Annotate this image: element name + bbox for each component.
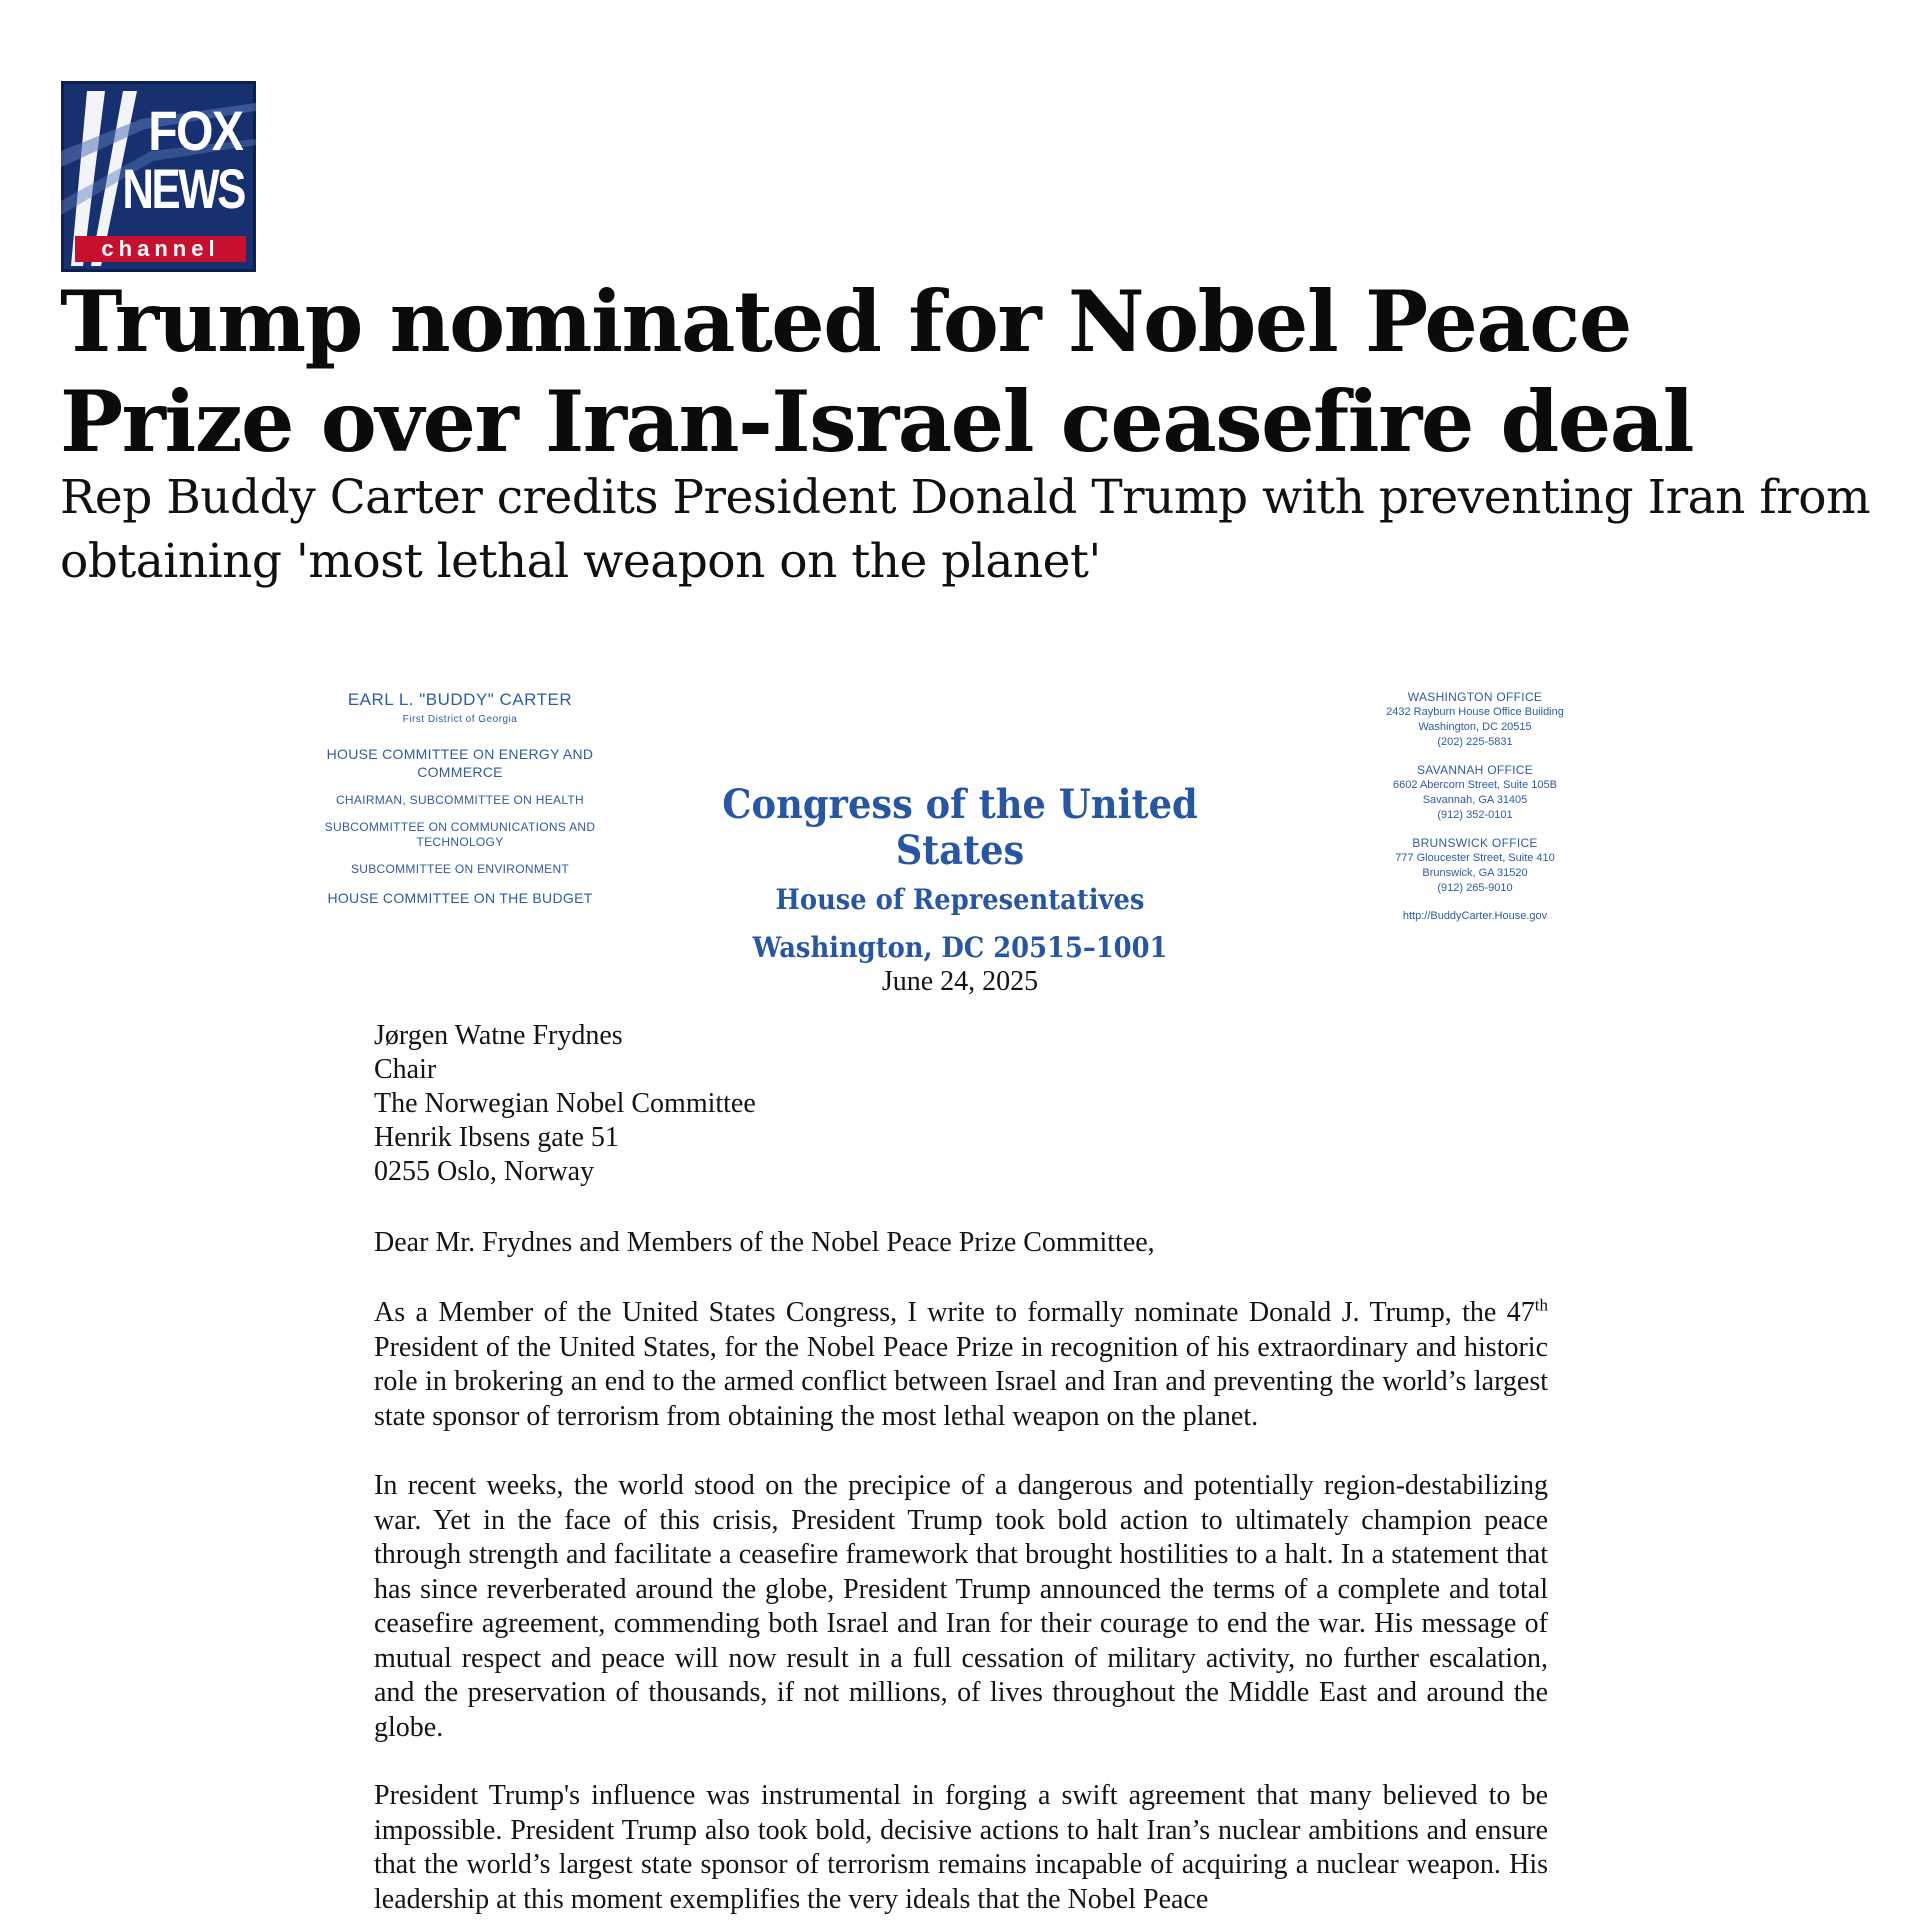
letterhead-right-column	[1340, 690, 1610, 924]
letter-date: June 24, 2025	[881, 966, 1039, 997]
recipient-organization: The Norwegian Nobel Committee	[374, 1088, 756, 1119]
office-heading: WASHINGTON OFFICE	[1407, 690, 1543, 704]
office-line: Washington, DC 20515	[1418, 721, 1532, 733]
letterhead-seal-text	[650, 782, 1270, 968]
office-line: 2432 Rayburn House Office Building	[1386, 706, 1564, 718]
recipient-name: Jørgen Watne Frydnes	[374, 1020, 623, 1051]
member-name: EARL L. "BUDDY" CARTER	[347, 690, 573, 709]
washington-address: Washington, DC 20515–1001	[752, 931, 1168, 964]
office-block	[1340, 836, 1610, 896]
paragraph-text: President of the United States, for the Nobel Peace Prize in recognition of his extraordinary and historic role in brokering an end to the armed conflict between Israel and Iran and preventing the world’s largest state sponsor of terrorism from obtaining the most lethal weapon on the planet.	[374, 1331, 1548, 1432]
logo-channel-bar: channel	[75, 236, 246, 262]
office-line: Savannah, GA 31405	[1422, 794, 1528, 806]
article-subheadline: Rep Buddy Carter credits President Donald Trump with preventing Iran from obtaining 'most lethal weapon on the planet'	[60, 470, 1871, 589]
recipient-street: Henrik Ibsens gate 51	[374, 1122, 619, 1153]
logo-news-text: NEWS	[122, 157, 244, 220]
recipient-address	[374, 1019, 756, 1189]
paragraph-text: As a Member of the United States Congress, I write to formally nominate Donald J. Trump, the 47	[374, 1297, 1535, 1328]
office-heading: BRUNSWICK OFFICE	[1412, 836, 1538, 850]
article-headline: Trump nominated for Nobel Peace Prize over Iran-Israel ceasefire deal	[60, 272, 1694, 471]
website-url: http://BuddyCarter.House.gov	[1402, 910, 1548, 922]
committee-item: SUBCOMMITTEE ON COMMUNICATIONS AND TECHNOLOGY	[324, 820, 596, 849]
office-heading: SAVANNAH OFFICE	[1416, 763, 1534, 777]
letter-paragraph-2: In recent weeks, the world stood on the precipice of a dangerous and potentially region-destabilizing war. Yet in the face of this crisis, President Trump took bold action to ultimately champion peace through strength and facilitate a ceasefire framework that brought hostilities to a halt. In a statement that has since reverberated around the globe, President Trump announced the terms of a complete and total ceasefire agreement, commending both Israel and Iran for their courage to end the war. His message of mutual respect and peace will now result in a full cessation of military activity, no further escalation, and the preservation of thousands, if not millions, of lives throughout the Middle East and around the globe.	[374, 1470, 1548, 1743]
letter-salutation: Dear Mr. Frydnes and Members of the Nobel Peace Prize Committee,	[374, 1227, 1155, 1258]
letter-paragraph-1	[374, 1296, 1548, 1434]
committee-item: SUBCOMMITTEE ON ENVIRONMENT	[350, 862, 570, 876]
committee-item: HOUSE COMMITTEE ON THE BUDGET	[327, 890, 593, 906]
office-line: Brunswick, GA 31520	[1422, 867, 1528, 879]
letter-paragraph-3: President Trump's influence was instrumental in forging a swift agreement that many believed to be impossible. President Trump also took bold, decisive actions to halt Iran’s nuclear ambitions and ensure that the world’s largest state sponsor of terrorism remains incapable of acquiring a nuclear weapon. His leadership at this moment exemplifies the very ideals that the Nobel Peace	[374, 1780, 1548, 1915]
recipient-title: Chair	[374, 1054, 437, 1085]
fox-news-logo	[61, 81, 256, 272]
office-phone: (912) 352-0101	[1437, 809, 1513, 821]
office-block	[1340, 763, 1610, 823]
logo-fox-text: FOX	[148, 99, 242, 162]
letterhead-left-column	[320, 690, 600, 919]
member-district: First District of Georgia	[402, 714, 518, 725]
office-line: 6602 Abercorn Street, Suite 105B	[1393, 779, 1557, 791]
office-phone: (912) 265-9010	[1437, 882, 1513, 894]
ordinal-suffix: th	[1534, 1295, 1548, 1315]
congress-title: Congress of the United States	[722, 781, 1198, 874]
committee-item: HOUSE COMMITTEE ON ENERGY AND COMMERCE	[326, 746, 594, 780]
office-phone: (202) 225-5831	[1437, 736, 1513, 748]
committee-item: CHAIRMAN, SUBCOMMITTEE ON HEALTH	[335, 793, 585, 807]
house-title: House of Representatives	[775, 883, 1145, 916]
office-line: 777 Gloucester Street, Suite 410	[1395, 852, 1555, 864]
recipient-city: 0255 Oslo, Norway	[374, 1156, 595, 1187]
office-block	[1340, 690, 1610, 750]
